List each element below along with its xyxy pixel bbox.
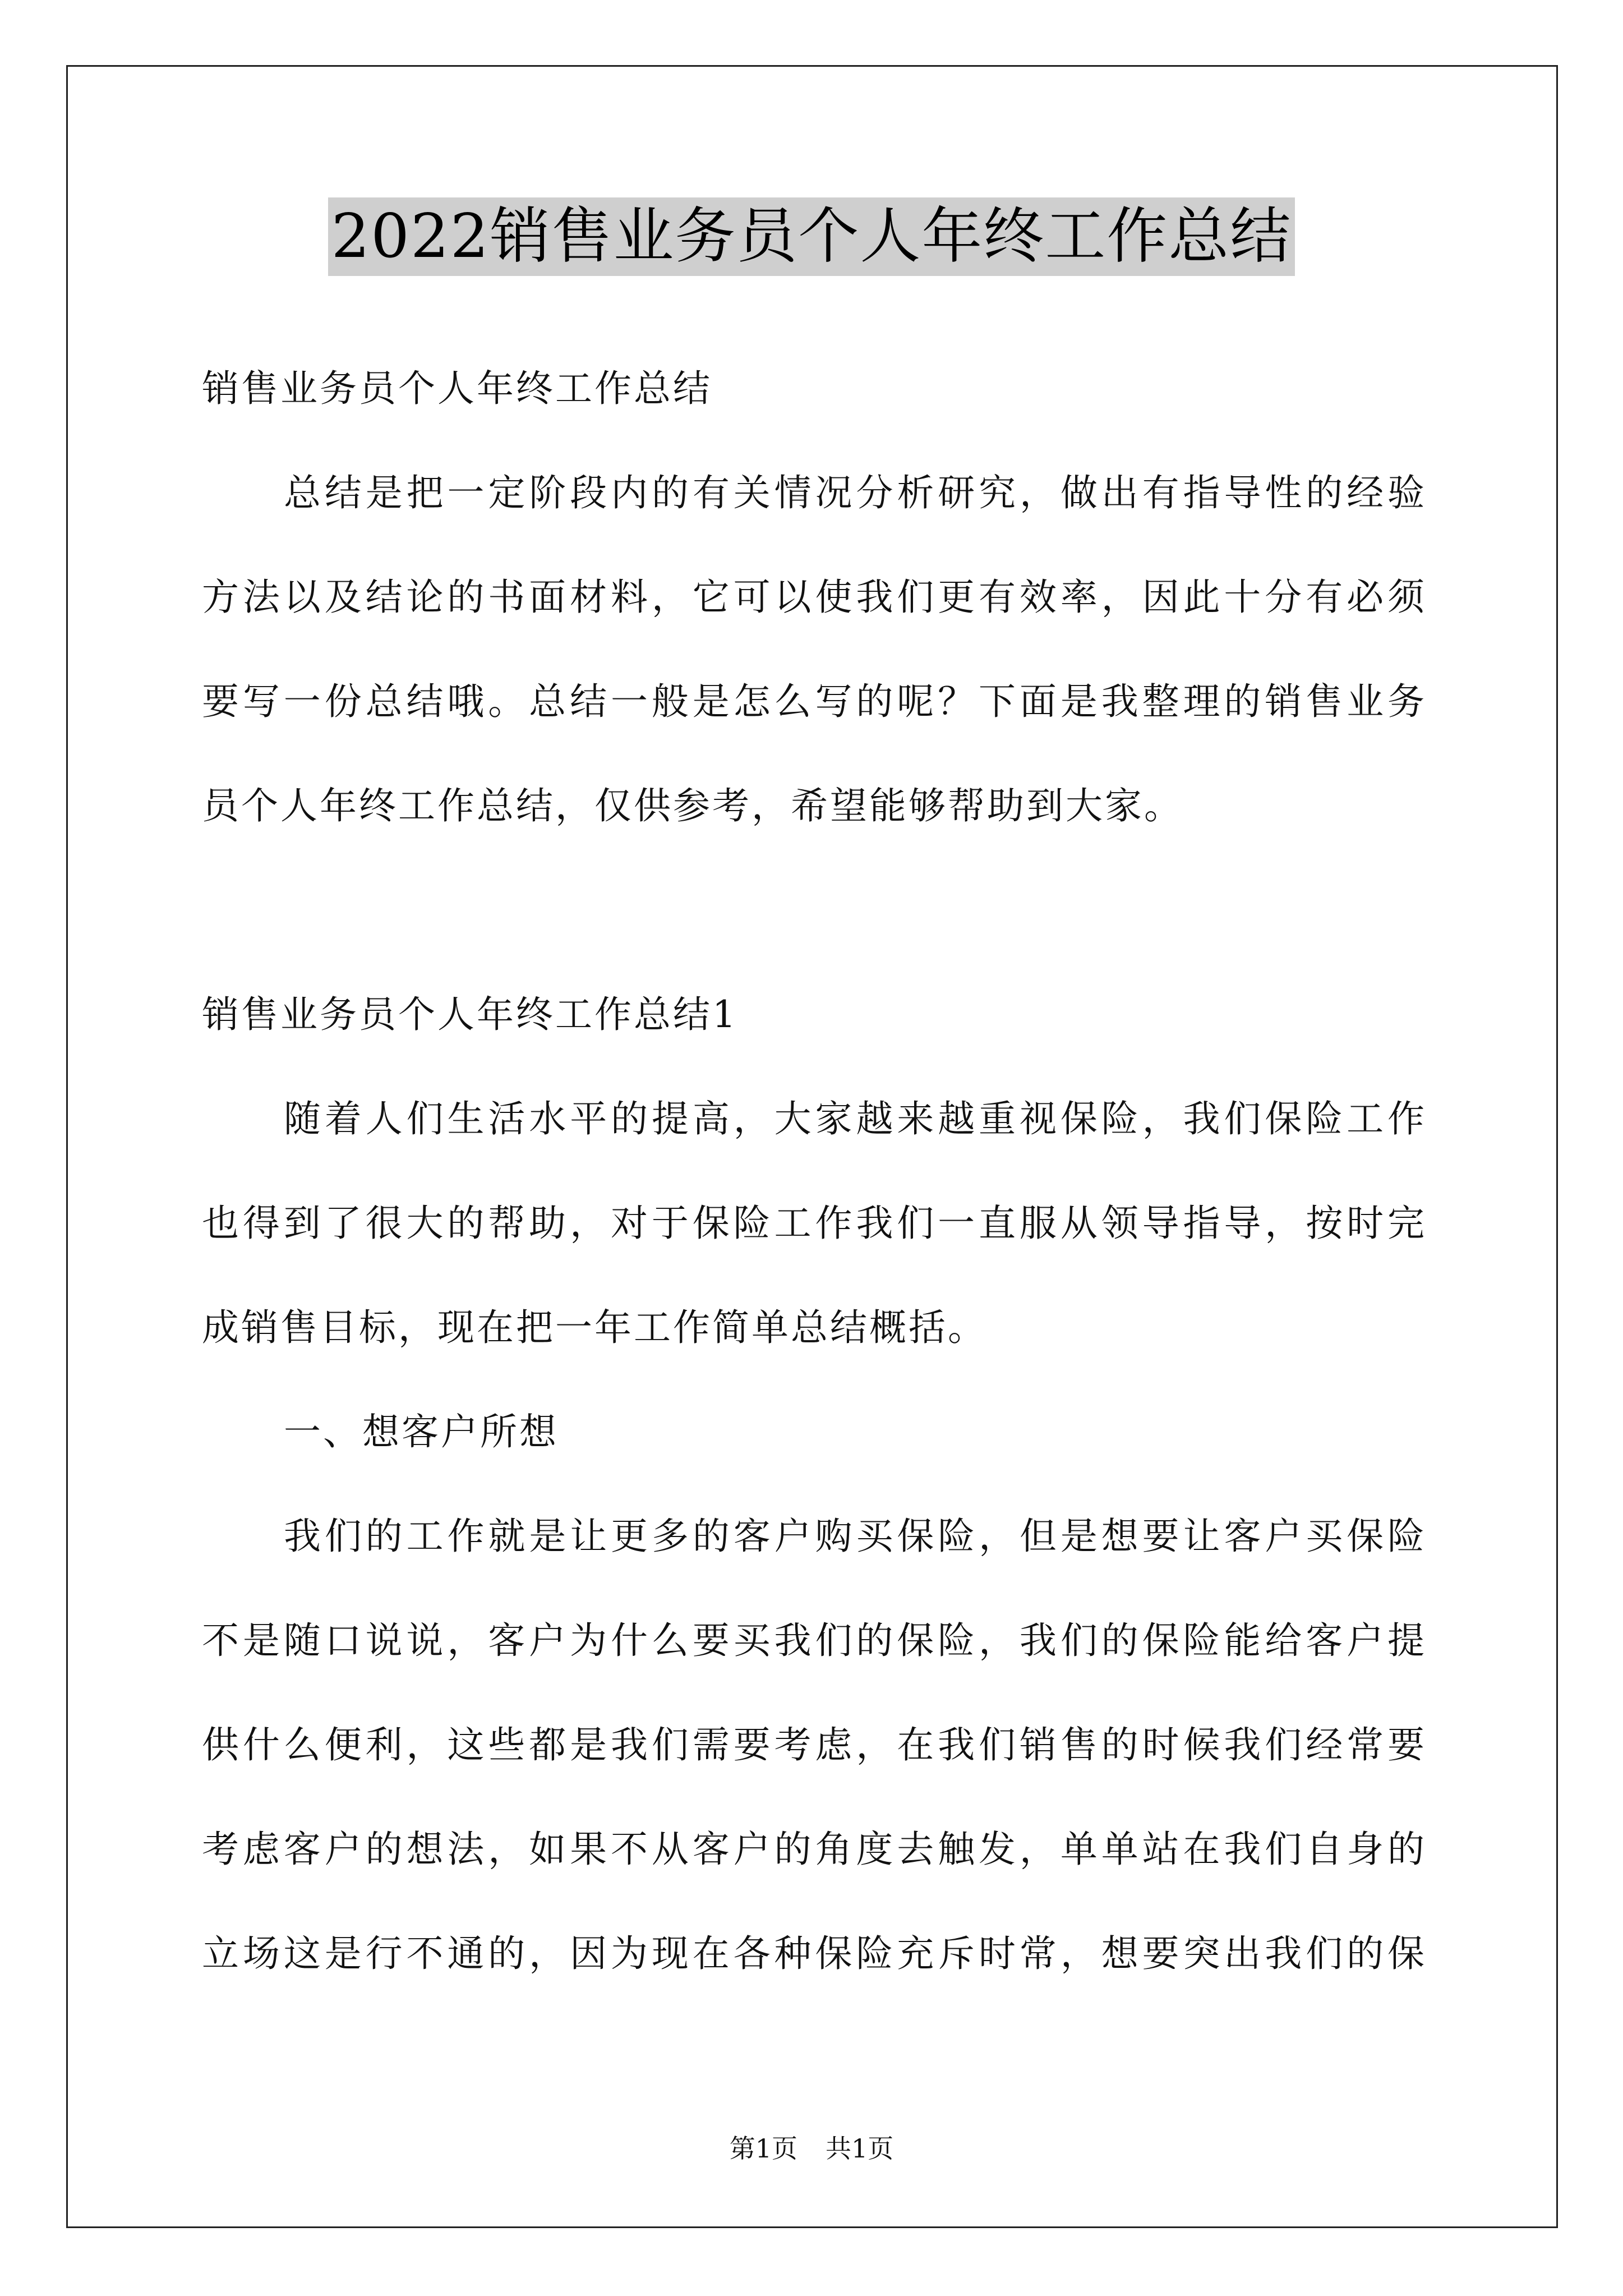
paragraph-gap <box>202 858 1427 963</box>
text-line: 员个人年终工作总结，仅供参考，希望能够帮助到大家。 <box>202 784 1183 827</box>
text-line: 考虑客户的想法，如果不从客户的角度去触发，单单站在我们自身的 <box>202 1828 1427 1871</box>
document-body <box>202 337 1427 2006</box>
text-line: 立场这是行不通的，因为现在各种保险充斥时常，想要突出我们的保 <box>202 1932 1427 1975</box>
text-line: 方法以及结论的书面材料，它可以使我们更有效率，因此十分有必须 <box>202 576 1427 619</box>
title-container <box>0 197 1623 276</box>
text-line: 不是随口说说，客户为什么要买我们的保险，我们的保险能给客户提 <box>202 1619 1427 1662</box>
text-line: 销售业务员个人年终工作总结 <box>202 367 712 410</box>
page-footer <box>0 2132 1623 2165</box>
page-number-total: 共1页 <box>826 2133 894 2164</box>
text-line: 要写一份总结哦。总结一般是怎么写的呢？下面是我整理的销售业务 <box>202 680 1427 723</box>
text-line: 销售业务员个人年终工作总结1 <box>202 993 738 1036</box>
text-line: 成销售目标，现在把一年工作简单总结概括。 <box>202 1306 987 1349</box>
text-line: 一、想客户所想 <box>284 1410 559 1453</box>
text-line: 供什么便利，这些都是我们需要考虑，在我们销售的时候我们经常要 <box>202 1723 1427 1766</box>
page-number-current: 第1页 <box>729 2133 797 2164</box>
text-line: 也得到了很大的帮助，对于保险工作我们一直服从领导指导，按时完 <box>202 1202 1427 1245</box>
text-line: 我们的工作就是让更多的客户购买保险，但是想要让客户买保险 <box>284 1515 1427 1558</box>
text-line: 随着人们生活水平的提高，大家越来越重视保险，我们保险工作 <box>284 1097 1427 1140</box>
text-line: 总结是把一定阶段内的有关情况分析研究，做出有指导性的经验 <box>284 471 1427 514</box>
document-title: 2022销售业务员个人年终工作总结 <box>328 197 1295 276</box>
